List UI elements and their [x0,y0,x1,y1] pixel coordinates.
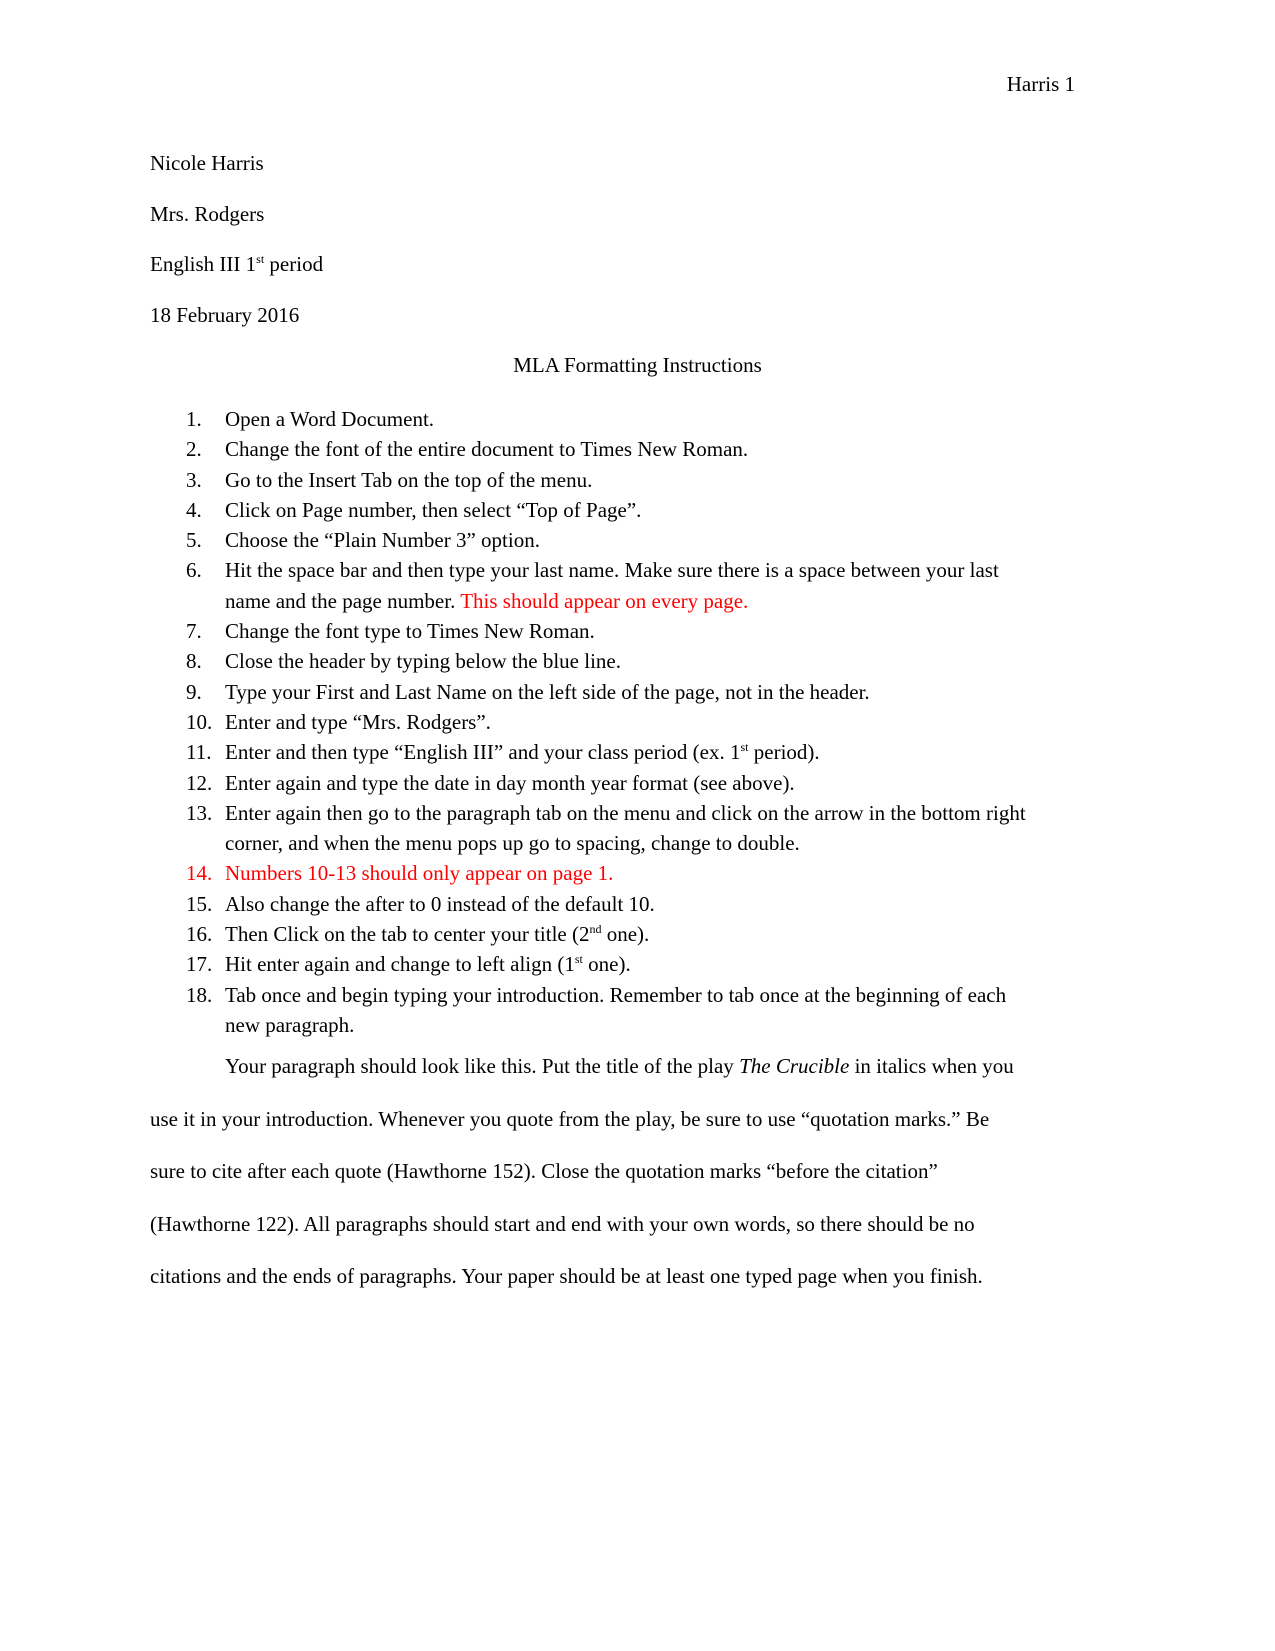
student-name: Nicole Harris [150,151,264,175]
list-text: Also change the after to 0 instead of the default 10. [225,891,655,916]
list-item [150,616,1100,646]
list-item [150,707,1100,737]
red-note: This should appear on every page. [460,588,749,613]
list-number: 9. [186,679,202,704]
list-number: 18. [186,982,213,1007]
list-number: 14. [186,861,213,886]
list-text: Click on Page number, then select “Top of Page”. [225,497,642,522]
list-item [150,798,1100,859]
list-number: 7. [186,619,202,644]
paragraph-text: in italics when you [849,1054,1014,1078]
list-item [150,677,1100,707]
list-item [150,555,1100,616]
paragraph-line: use it in your introduction. Whenever you quote from the play, be sure to use “quotation marks.” Be [150,1106,990,1131]
paragraph-line: sure to cite after each quote (Hawthorne 152). Close the quotation marks “before the citation” [150,1159,938,1183]
document-title: MLA Formatting Instructions [513,353,762,377]
list-text: Close the header by typing below the blue line. [225,649,621,674]
list-text: Choose the “Plain Number 3” option. [225,528,540,553]
list-number: 4. [186,497,202,522]
paragraph-line: (Hawthorne 122). All paragraphs should start and end with your own words, so there should be no [150,1211,975,1236]
paragraph-line: citations and the ends of paragraphs. Your paper should be at least one typed page when you finish. [150,1264,983,1288]
class-period [150,252,323,276]
class-prefix: English III 1 [150,252,257,276]
list-text-after: one). [582,952,631,977]
superscript: st [574,952,583,967]
list-item [150,919,1100,949]
list-item [150,404,1100,434]
date: 18 February 2016 [150,303,300,327]
list-number: 15. [186,891,213,916]
list-text: Type your First and Last Name on the left side of the page, not in the header. [225,679,870,704]
list-text: Change the font of the entire document to Times New Roman. [225,437,749,462]
list-text: Enter and type “Mrs. Rodgers”. [225,709,491,734]
list-text-line1: Tab once and begin typing your introduction. Remember to tab once at the beginning of each [225,982,1007,1007]
paragraph-line [150,1054,1100,1107]
running-head: Harris 1 [1006,72,1075,96]
list-text: Enter again and type the date in day month year format (see above). [225,770,795,795]
body-paragraph [150,1054,1100,1317]
list-text-line2: corner, and when the menu pops up go to spacing, change to double. [225,831,800,856]
list-text-before: Then Click on the tab to center your title (2 [225,922,590,947]
list-number: 17. [186,952,213,977]
class-suffix: period [264,252,324,276]
list-number: 16. [186,922,213,947]
list-text-line2: name and the page number. [225,588,461,613]
list-number: 10. [186,709,213,734]
class-superscript: st [256,252,265,266]
list-item [150,525,1100,555]
list-text: Open a Word Document. [225,407,435,431]
list-number: 8. [186,649,202,674]
list-number: 1. [186,407,202,431]
list-item [150,465,1100,495]
list-text: Numbers 10-13 should only appear on page 1. [225,861,614,886]
list-number: 2. [186,437,202,462]
list-item [150,889,1100,919]
list-number: 5. [186,528,202,553]
list-item [150,495,1100,525]
list-text-line2: new paragraph. [225,1012,355,1037]
list-text: Go to the Insert Tab on the top of the menu. [225,467,593,492]
list-number: 11. [186,740,212,765]
teacher-name: Mrs. Rodgers [150,202,265,226]
list-text-after: period). [748,740,820,765]
list-item [150,980,1100,1041]
list-number: 12. [186,770,213,795]
play-title: The Crucible [739,1054,850,1078]
list-item [150,646,1100,676]
list-text-line1: Enter again then go to the paragraph tab on the menu and click on the arrow in the bottom right [225,800,1026,825]
list-text-before: Hit enter again and change to left align (1 [225,952,575,977]
list-item-red [150,858,1100,888]
list-item [150,737,1100,767]
list-text-line1: Hit the space bar and then type your last name. Make sure there is a space between your last [225,558,999,583]
instruction-list [150,404,1100,1040]
list-number: 13. [186,800,213,825]
list-item [150,768,1100,798]
list-text: Change the font type to Times New Roman. [225,619,595,644]
list-item [150,949,1100,979]
paragraph-text: Your paragraph should look like this. Put the title of the play [225,1054,740,1078]
list-number: 3. [186,467,202,492]
list-item [150,434,1100,464]
superscript: st [740,740,749,755]
list-text-before: Enter and then type “English III” and your class period (ex. 1 [225,740,741,765]
list-text-after: one). [601,922,650,947]
list-number: 6. [186,558,202,583]
superscript: nd [589,922,602,937]
